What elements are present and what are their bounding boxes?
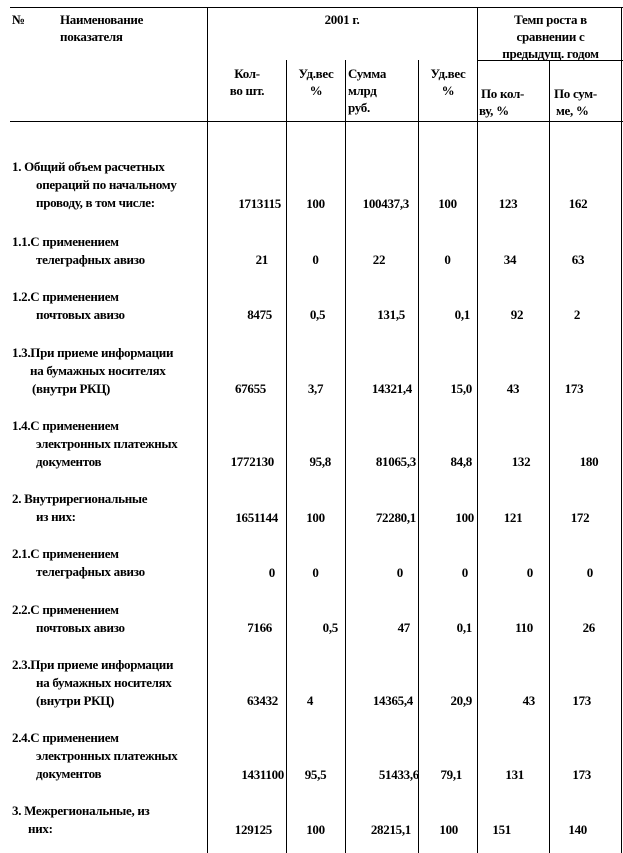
row-3-share1: 100 [306, 822, 325, 837]
row-2-1-share1: 0 [312, 565, 319, 580]
row-1-4-share1: 95,8 [309, 454, 331, 469]
row-2-2-rate-sum: 26 [582, 620, 595, 635]
header-rate-qty-line2: ву, % [479, 103, 509, 118]
row-2-3-name: 2.3.При приеме информации на бумажных носителях (внутри РКЦ) [12, 657, 174, 708]
header-number: № [12, 12, 25, 27]
row-1-4-sum: 81065,3 [375, 454, 416, 469]
header-share1-line1: Уд.вес [298, 66, 334, 81]
row-2-share2: 100 [455, 510, 474, 525]
row-1-1-share1: 0 [312, 252, 319, 267]
header-divider [10, 121, 623, 122]
header-rate-sum-line1: По сум- [554, 86, 597, 101]
header-sum-line2: млрд [348, 83, 377, 98]
header-name-line1: Наименование [60, 12, 144, 27]
header-share2-line2: % [441, 83, 455, 98]
row-2-3-rate-sum: 173 [572, 693, 591, 708]
row-2-name: 2. Внутрирегиональные из них: [12, 491, 148, 524]
row-2-1-share2: 0 [461, 565, 468, 580]
row-2-2-sum: 47 [397, 620, 410, 635]
header-sum-line3: руб. [348, 100, 370, 115]
row-1-3-share1: 3,7 [307, 381, 324, 396]
row-1-2-rate-sum: 2 [573, 307, 581, 322]
row-2-1-rate-qty: 0 [526, 565, 533, 580]
header-top-border [10, 7, 623, 8]
row-2-4-qty: 1431100 [241, 767, 284, 782]
row-1-2-qty: 8475 [247, 307, 272, 322]
table-right-border [621, 7, 622, 853]
row-2-4-share2: 79,1 [440, 767, 462, 782]
row-2-2-share2: 0,1 [456, 620, 472, 635]
row-3-name: 3. Межрегиональные, из них: [12, 803, 150, 836]
row-1-4-rate-qty: 132 [511, 454, 531, 469]
header-year: 2001 г. [324, 12, 360, 27]
row-1-3-rate-sum: 173 [564, 381, 584, 396]
row-1-2-sum: 131,5 [377, 307, 405, 322]
header-share1-line2: % [309, 83, 323, 98]
row-2-4-rate-sum: 173 [572, 767, 591, 782]
header-rate-line3: предыдущ. годом [502, 46, 599, 61]
header-rate-line2: сравнении с [516, 29, 585, 44]
row-1-3-rate-qty: 43 [506, 381, 520, 396]
row-1-1-share2: 0 [444, 252, 451, 267]
row-1-3-name: 1.3.При приеме информации на бумажных носителях (внутри РКЦ) [12, 345, 174, 396]
row-1-1-rate-sum: 63 [571, 252, 585, 267]
row-1-4-name: 1.4.С применением электронных платежных документов [12, 418, 178, 469]
header-share2-line1: Уд.вес [430, 66, 466, 81]
row-1-rate-qty: 123 [498, 196, 518, 211]
row-2-4-rate-qty: 131 [505, 767, 524, 782]
row-2-1-qty: 0 [268, 565, 275, 580]
row-1-1-sum: 22 [372, 252, 386, 267]
row-1-4-rate-sum: 180 [579, 454, 599, 469]
row-1-2-share2: 0,1 [454, 307, 470, 322]
header-sum-line1: Сумма [348, 66, 387, 81]
header-rate-sum-line2: ме, % [556, 103, 589, 118]
row-1-2-rate-qty: 92 [510, 307, 524, 322]
row-3-rate-qty: 151 [492, 822, 511, 837]
row-3-sum: 28215,1 [370, 822, 411, 837]
row-2-2-name: 2.2.С применением почтовых авизо [12, 602, 125, 635]
row-1-sum: 100437,3 [362, 196, 409, 211]
row-1-3-qty: 67655 [234, 381, 266, 396]
row-1-2-share1: 0,5 [309, 307, 326, 322]
row-2-3-sum: 14365,4 [372, 693, 413, 708]
row-2-1-rate-sum: 0 [586, 565, 593, 580]
row-2-4-name: 2.4.С применением электронных платежных документов [12, 730, 178, 781]
row-1-rate-sum: 162 [568, 196, 588, 211]
row-1-2-name: 1.2.С применением почтовых авизо [12, 289, 125, 322]
row-1-share1: 100 [306, 196, 325, 211]
row-2-share1: 100 [306, 510, 325, 525]
row-2-4-sum: 51433,6 [378, 767, 419, 782]
row-3-qty: 129125 [234, 822, 272, 837]
row-2-1-sum: 0 [396, 565, 403, 580]
row-1-4-qty: 1772130 [230, 454, 274, 469]
row-2-3-share1: 4 [306, 693, 314, 708]
row-3-rate-sum: 140 [568, 822, 587, 837]
row-1-1-qty: 21 [255, 252, 268, 267]
row-2-2-share1: 0,5 [322, 620, 338, 635]
row-1-qty: 1713115 [238, 196, 281, 211]
row-2-qty: 1651144 [235, 510, 278, 525]
row-2-2-rate-qty: 110 [515, 620, 533, 635]
row-2-rate-qty: 121 [503, 510, 523, 525]
header-rate-qty-line1: По кол- [481, 86, 525, 101]
header-name-line2: показателя [60, 29, 123, 44]
row-2-3-rate-qty: 43 [522, 693, 535, 708]
row-1-4-share2: 84,8 [450, 454, 472, 469]
row-2-rate-sum: 172 [570, 510, 590, 525]
row-2-sum: 72280,1 [375, 510, 416, 525]
row-1-3-sum: 14321,4 [371, 381, 412, 396]
row-1-1-rate-qty: 34 [503, 252, 517, 267]
row-3-share2: 100 [439, 822, 458, 837]
row-1-3-share2: 15,0 [450, 381, 472, 396]
header-qty-line1: Кол- [234, 66, 260, 81]
row-2-4-share1: 95,5 [304, 767, 327, 782]
row-2-1-name: 2.1.С применением телеграфных авизо [12, 546, 145, 579]
row-1-share2: 100 [438, 196, 457, 211]
header-qty-line2: во шт. [229, 83, 265, 98]
row-1-name: 1. Общий объем расчетных операций по начальному проводу, в том числе: [12, 159, 177, 210]
row-2-3-share2: 20,9 [450, 693, 472, 708]
row-1-1-name: 1.1.С применением телеграфных авизо [12, 234, 145, 267]
header-rate-line1: Темп роста в [514, 12, 587, 27]
row-2-3-qty: 63432 [246, 693, 278, 708]
col-line-name [207, 7, 208, 853]
row-2-2-qty: 7166 [247, 620, 272, 635]
col-line-year-rate [477, 7, 478, 853]
